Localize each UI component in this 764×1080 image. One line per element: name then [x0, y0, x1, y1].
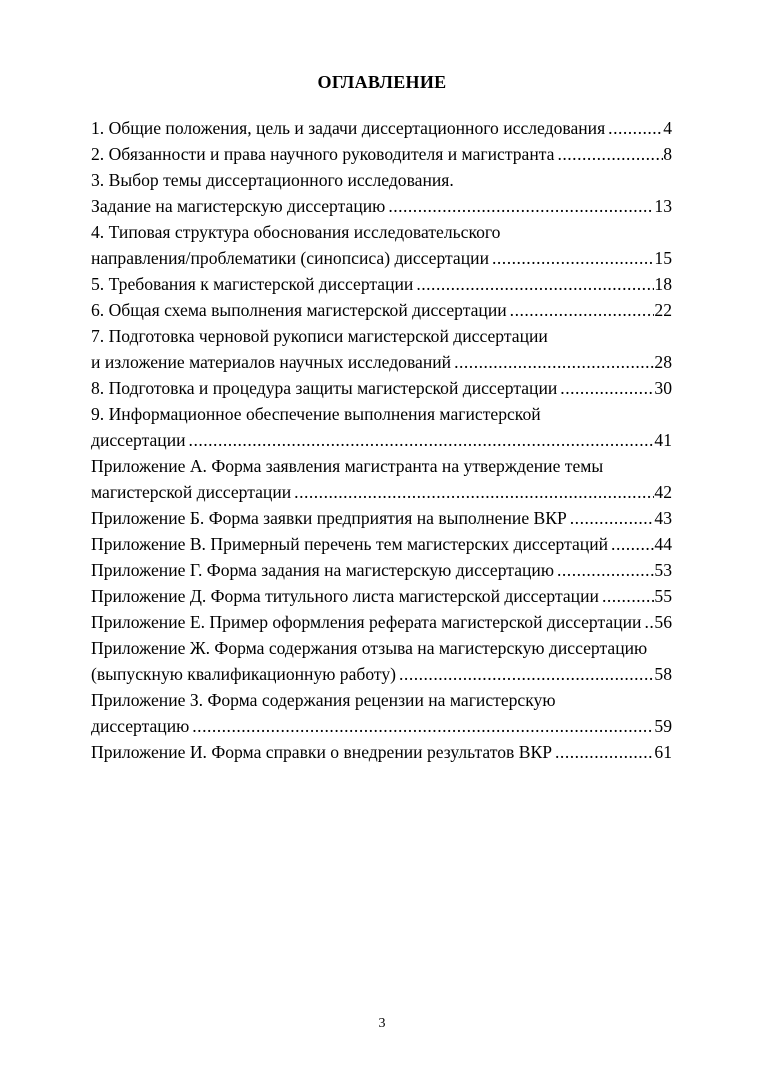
- toc-entry-page: 4: [663, 118, 672, 138]
- toc-entry-text: 1. Общие положения, цель и задачи диссертационного исследования: [91, 118, 606, 138]
- toc-entry-text: Приложение Е. Пример оформления реферата магистерской диссертации: [91, 612, 642, 632]
- toc-entry-text: 4. Типовая структура обоснования исследовательского: [91, 222, 501, 242]
- toc-entry: [91, 739, 672, 765]
- toc-dot-leader: [396, 661, 654, 687]
- toc-entry: [91, 271, 672, 297]
- toc-entry: [91, 661, 672, 687]
- toc-entry: [91, 349, 672, 375]
- toc-entry-text: Приложение А. Форма заявления магистранта на утверждение темы: [91, 456, 604, 476]
- toc-entry-page: 22: [654, 300, 672, 320]
- toc-entry-text: магистерской диссертации: [91, 482, 292, 502]
- toc-entry: [91, 453, 672, 479]
- toc-dot-leader: [189, 713, 654, 739]
- toc-dot-leader: [554, 557, 654, 583]
- toc-entry-page: 18: [654, 274, 672, 294]
- toc-entry-text: Задание на магистерскую диссертацию: [91, 196, 386, 216]
- toc-dot-leader: [641, 609, 654, 635]
- toc-entry-page: 59: [654, 716, 672, 736]
- toc-entry-page: 41: [654, 430, 672, 450]
- table-of-contents: [91, 115, 672, 765]
- toc-dot-leader: [567, 505, 655, 531]
- toc-dot-leader: [507, 297, 655, 323]
- toc-dot-leader: [557, 375, 654, 401]
- toc-entry-text: Приложение И. Форма справки о внедрении результатов ВКР: [91, 742, 553, 762]
- toc-entry: [91, 505, 672, 531]
- toc-dot-leader: [608, 531, 654, 557]
- toc-entry: [91, 635, 672, 661]
- toc-entry-page: 30: [654, 378, 672, 398]
- toc-entry-text: диссертации: [91, 430, 186, 450]
- toc-entry: [91, 427, 672, 453]
- toc-dot-leader: [552, 739, 654, 765]
- toc-entry-text: Приложение З. Форма содержания рецензии на магистерскую: [91, 690, 556, 710]
- toc-entry-page: 58: [654, 664, 672, 684]
- toc-entry: [91, 167, 672, 193]
- toc-entry-text: диссертацию: [91, 716, 190, 736]
- toc-entry-text: направления/проблематики (синопсиса) диссертации: [91, 248, 489, 268]
- toc-dot-leader: [451, 349, 654, 375]
- toc-entry: [91, 323, 672, 349]
- toc-dot-leader: [599, 583, 654, 609]
- toc-entry-text: 2. Обязанности и права научного руководителя и магистранта: [91, 144, 555, 164]
- toc-entry-page: 28: [654, 352, 672, 372]
- toc-entry-page: 55: [654, 586, 672, 606]
- toc-entry-page: 13: [654, 196, 672, 216]
- toc-entry: [91, 713, 672, 739]
- toc-dot-leader: [489, 245, 654, 271]
- toc-entry: [91, 687, 672, 713]
- toc-entry: [91, 141, 672, 167]
- toc-dot-leader: [554, 141, 663, 167]
- toc-entry: [91, 219, 672, 245]
- toc-entry-text: Приложение Ж. Форма содержания отзыва на магистерскую диссертацию: [91, 638, 648, 658]
- toc-entry-text: Приложение Б. Форма заявки предприятия на выполнение ВКР: [91, 508, 567, 528]
- toc-entry-page: 43: [654, 508, 672, 528]
- toc-entry: [91, 193, 672, 219]
- toc-entry-text: 3. Выбор темы диссертационного исследования.: [91, 170, 454, 190]
- toc-entry-page: 15: [654, 248, 672, 268]
- page-title: ОГЛАВЛЕНИЕ: [317, 72, 447, 92]
- toc-entry-text: 8. Подготовка и процедура защиты магистерской диссертации: [91, 378, 558, 398]
- toc-entry-page: 61: [654, 742, 672, 762]
- toc-entry-page: 53: [654, 560, 672, 580]
- toc-entry-page: 44: [654, 534, 672, 554]
- toc-entry: [91, 583, 672, 609]
- page-number: 3: [378, 1016, 386, 1031]
- toc-entry-text: Приложение Д. Форма титульного листа магистерской диссертации: [91, 586, 599, 606]
- toc-entry: [91, 609, 672, 635]
- toc-entry-text: 9. Информационное обеспечение выполнения магистерской: [91, 404, 541, 424]
- toc-entry: [91, 557, 672, 583]
- toc-entry-text: (выпускную квалификационную работу): [91, 664, 397, 684]
- toc-entry: [91, 297, 672, 323]
- toc-entry: [91, 115, 672, 141]
- toc-entry: [91, 375, 672, 401]
- toc-entry: [91, 479, 672, 505]
- toc-entry: [91, 531, 672, 557]
- toc-entry-page: 56: [654, 612, 672, 632]
- toc-entry-text: 5. Требования к магистерской диссертации: [91, 274, 414, 294]
- toc-entry-text: Приложение В. Примерный перечень тем магистерских диссертаций: [91, 534, 609, 554]
- toc-entry-text: 7. Подготовка черновой рукописи магистерской диссертации: [91, 326, 548, 346]
- toc-dot-leader: [385, 193, 654, 219]
- toc-dot-leader: [186, 427, 655, 453]
- toc-entry-page: 42: [654, 482, 672, 502]
- toc-dot-leader: [605, 115, 663, 141]
- toc-dot-leader: [291, 479, 654, 505]
- toc-dot-leader: [413, 271, 654, 297]
- toc-entry-page: 8: [663, 144, 672, 164]
- toc-entry-text: 6. Общая схема выполнения магистерской диссертации: [91, 300, 507, 320]
- toc-entry: [91, 401, 672, 427]
- toc-entry-text: и изложение материалов научных исследований: [91, 352, 452, 372]
- toc-entry: [91, 245, 672, 271]
- toc-entry-text: Приложение Г. Форма задания на магистерскую диссертацию: [91, 560, 554, 580]
